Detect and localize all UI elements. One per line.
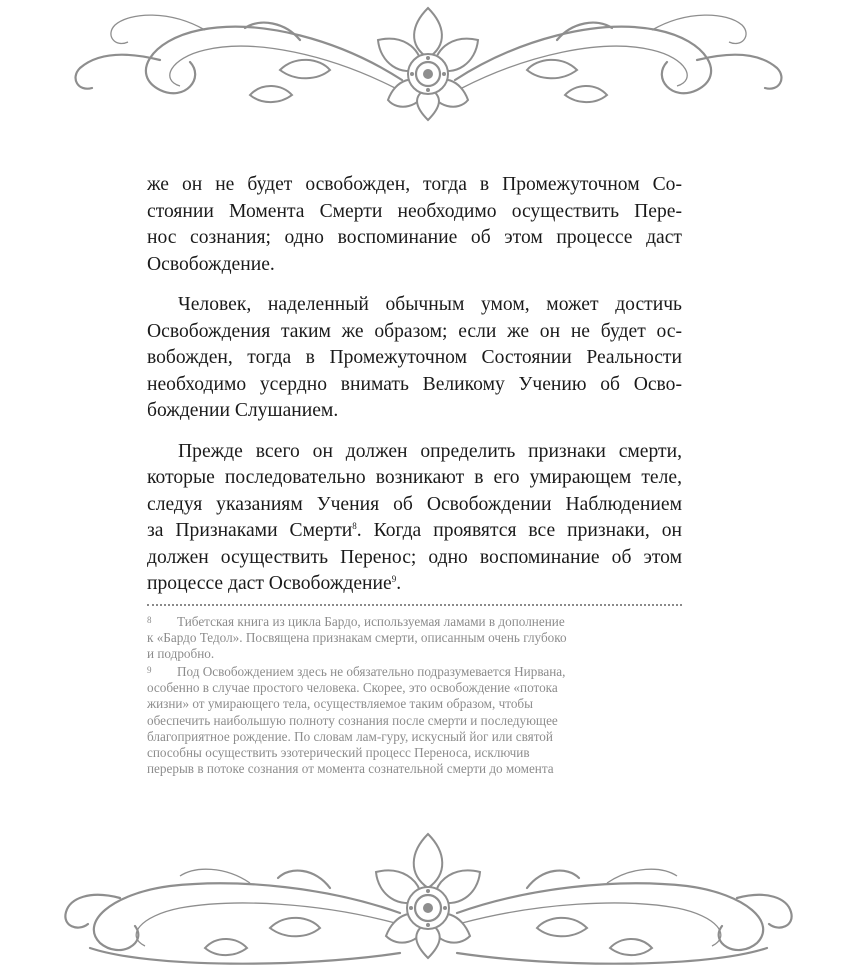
text-fragment: процессе даст Освобождение (147, 573, 392, 594)
footnote-ref-8[interactable]: 8 (352, 521, 357, 531)
text-line: должен осуществить Перенос; одно воспоминание об этом (147, 546, 682, 568)
footnotes (147, 612, 677, 777)
text-line-with-footnote (147, 571, 682, 598)
footnote-line (147, 612, 677, 630)
footnote-text: Тибетская книга из цикла Бардо, используемая ламами в дополнение (177, 614, 565, 629)
footnote-line: способны осуществить эзотерический процесс Переноса, исключив (147, 744, 530, 760)
bottom-floral-ornament-icon (0, 828, 857, 975)
paragraph-1 (147, 172, 682, 278)
footnote-line: к «Бардо Тедол». Посвящена признакам смерти, описанным очень глубоко (147, 630, 567, 646)
text-line: необходимо усердно внимать Великому Учению об Осво- (147, 373, 682, 395)
footnote-number: 8 (147, 615, 152, 625)
paragraph-2 (147, 292, 682, 425)
text-line: Человек, наделенный обычным умом, может достичь (178, 294, 682, 315)
text-line-with-footnote (147, 518, 682, 545)
text-fragment: . Когда проявятся все признаки, он (356, 520, 682, 541)
top-floral-ornament-icon (0, 0, 857, 140)
footnote-line: жизни» от умирающего тела, осуществляемое таким образом, чтобы (147, 696, 533, 712)
paragraph-3 (147, 439, 682, 598)
footnote-line (147, 662, 677, 680)
text-line: Освобождения таким же образом; если же он не будет ос- (147, 320, 682, 342)
text-fragment: за Признаками Смерти (147, 520, 353, 541)
text-line: нос сознания; одно воспоминание об этом процессе даст (147, 227, 682, 248)
text-line: Освобождение. (147, 253, 275, 275)
footnote-line: и подробно. (147, 646, 215, 662)
footnote-8 (147, 612, 677, 662)
footnote-separator (147, 604, 682, 606)
final-punct: . (396, 573, 402, 594)
main-text (147, 172, 682, 612)
footnote-line: особенно в случае простого человека. Скорее, это освобождение «потока (147, 680, 558, 696)
text-line: следуя указаниям Учения об Освобождении Наблюдением (147, 493, 682, 515)
footnote-ref-9[interactable]: 9 (391, 574, 397, 584)
text-line: же он не будет освобожден, тогда в Промежуточном Со- (147, 174, 682, 195)
text-line: Прежде всего он должен определить признаки смерти, (178, 440, 682, 462)
footnote-line: благоприятное рождение. По словам лам-гуру, искусный йог или святой (147, 728, 553, 744)
footnote-text: Под Освобождением здесь не обязательно подразумевается Нирвана, (177, 664, 566, 680)
footnote-line: обеспечить наибольшую полноту сознания после смерти и последующее (147, 712, 558, 728)
footnote-number: 9 (147, 665, 152, 676)
text-line: стоянии Момента Смерти необходимо осуществить Пере- (147, 200, 682, 222)
text-line: которые последовательно возникают в его умирающем теле, (147, 467, 682, 488)
text-line: вобожден, тогда в Промежуточном Состоянии Реальности (147, 347, 682, 368)
text-line: бождении Слушанием. (147, 400, 339, 421)
footnote-9 (147, 662, 677, 777)
footnote-line: перерыв в потоке сознания от момента сознательной смерти до момента (147, 760, 554, 776)
